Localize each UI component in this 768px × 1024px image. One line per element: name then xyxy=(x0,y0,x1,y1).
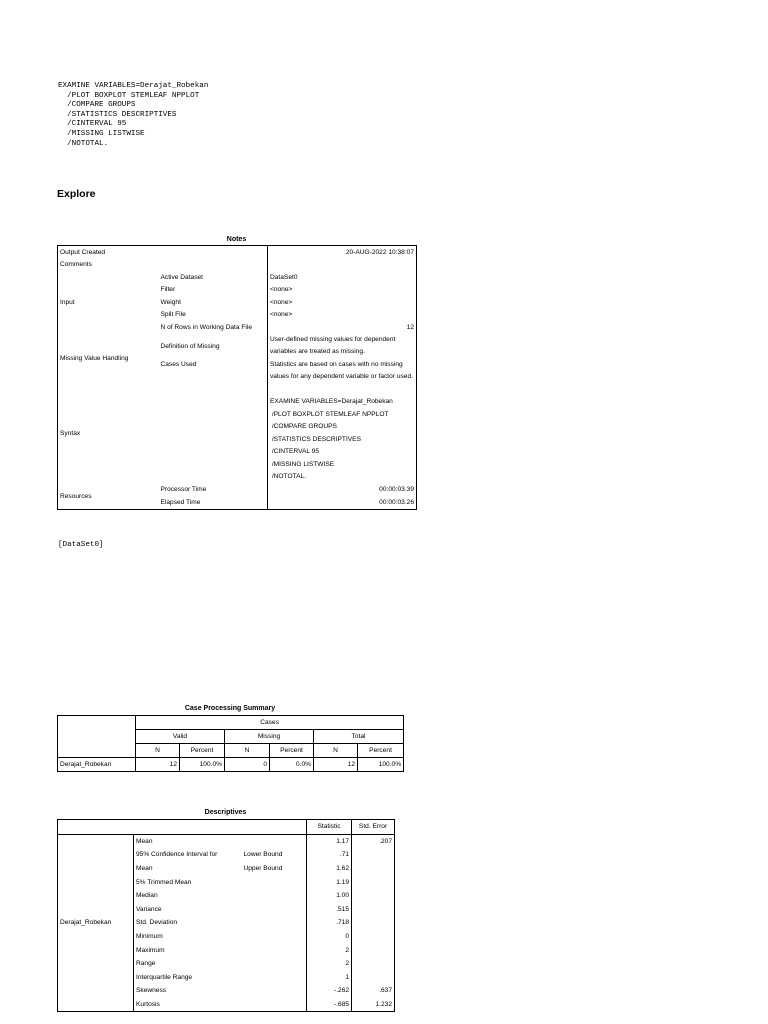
definition-missing-label: Definition of Missing xyxy=(159,334,268,359)
std-error-value: 1.232 xyxy=(352,998,395,1012)
std-error-header: Std. Error xyxy=(352,820,395,835)
syntax-label: Syntax xyxy=(60,430,81,437)
descriptives-title: Descriptives xyxy=(204,809,247,816)
stat-label: Range xyxy=(136,960,156,968)
stat-value: 1.00 xyxy=(307,889,352,903)
syntax-value xyxy=(268,384,417,484)
total-header: Total xyxy=(314,730,404,744)
percent-header: Percent xyxy=(180,744,225,758)
syntax-line: /CINTERVAL 95 xyxy=(270,448,319,455)
active-dataset-label: Active Dataset xyxy=(159,271,268,284)
total-percent: 100.0% xyxy=(358,758,404,772)
valid-header: Valid xyxy=(136,730,225,744)
stat-label: Interquartile Range xyxy=(136,973,193,981)
filter-value: <none> xyxy=(270,286,293,294)
resources-label: Resources xyxy=(60,492,92,500)
n-header: N xyxy=(136,744,180,758)
syntax-line: /STATISTICS DESCRIPTIVES xyxy=(270,435,361,443)
processor-time-label: Processor Time xyxy=(159,484,268,497)
filter-label: Filter xyxy=(159,284,268,297)
stat-value: 1 xyxy=(307,971,352,985)
missing-percent: 0.0% xyxy=(270,758,314,772)
stat-value: -.685 xyxy=(307,998,352,1012)
stat-label: Skewness xyxy=(136,987,167,995)
split-file-label: Split File xyxy=(159,309,268,322)
lower-bound-label: Lower Bound xyxy=(243,851,283,859)
missing-header: Missing xyxy=(225,730,314,744)
stat-label: Std. Deviation xyxy=(136,919,178,927)
dataset-reference: [DataSet0] xyxy=(58,541,104,549)
stat-value: 1.19 xyxy=(307,875,352,889)
cases-used-label: Cases Used xyxy=(159,359,268,384)
valid-n: 12 xyxy=(136,758,180,772)
weight-label: Weight xyxy=(159,296,268,309)
std-error-value: .207 xyxy=(352,834,395,848)
syntax-line: /NOTOTAL. xyxy=(270,473,307,480)
ci-label-mean: Mean xyxy=(136,865,153,873)
comments-label: Comments xyxy=(60,261,92,269)
stat-label: Kurtosis xyxy=(136,1001,160,1009)
missing-n: 0 xyxy=(225,758,270,772)
stat-value: 1.17 xyxy=(307,834,352,848)
n-rows-value: 12 xyxy=(406,323,414,331)
upper-bound-label: Upper Bound xyxy=(243,865,283,873)
notes-title: Notes xyxy=(226,236,247,243)
weight-value: <none> xyxy=(270,298,293,306)
n-header: N xyxy=(314,744,358,758)
elapsed-time-label: Elapsed Time xyxy=(159,496,268,509)
stat-value: 0 xyxy=(307,930,352,944)
active-dataset-value: DataSet0 xyxy=(270,273,298,281)
cases-used-value: Statistics are based on cases with no missing values for any dependent variable or factor used. xyxy=(270,360,413,380)
cases-header: Cases xyxy=(136,716,404,730)
n-header: N xyxy=(225,744,270,758)
elapsed-time-value: 00:00:03.26 xyxy=(379,498,414,506)
stat-value: -.262 xyxy=(307,984,352,998)
syntax-log: EXAMINE VARIABLES=Derajat_Robekan /PLOT BOXPLOT STEMLEAF NPPLOT /COMPARE GROUPS /STATISTICS DESCRIPTIVES /CINTERVAL 95 /MISSING LISTWISE /NOTOTAL. xyxy=(58,82,209,148)
missing-handling-label: Missing Value Handling xyxy=(60,355,129,362)
stat-label: Maximum xyxy=(136,946,165,954)
row-label: Derajat_Robekan xyxy=(58,758,136,772)
output-created-value: 20-AUG-2022 10:38:07 xyxy=(345,248,414,256)
syntax-line: /MISSING LISTWISE xyxy=(270,460,335,468)
stat-value: 1.62 xyxy=(307,862,352,876)
stat-value: .515 xyxy=(307,903,352,917)
std-error-value: .637 xyxy=(352,984,395,998)
split-file-value: <none> xyxy=(270,311,293,319)
total-n: 12 xyxy=(314,758,358,772)
processor-time-value: 00:00:03.39 xyxy=(379,486,414,494)
stat-label: 5% Trimmed Mean xyxy=(136,878,192,886)
stat-value: 2 xyxy=(307,943,352,957)
definition-missing-value: User-defined missing values for dependent variables are treated as missing. xyxy=(270,335,396,355)
stat-value: 2 xyxy=(307,957,352,971)
case-processing-table xyxy=(57,715,404,772)
stat-label: Median xyxy=(136,892,158,900)
output-created-label: Output Created xyxy=(60,248,106,256)
statistic-header: Statistic xyxy=(307,820,352,835)
n-rows-label: N of Rows in Working Data File xyxy=(159,321,268,334)
stat-label: Minimum xyxy=(136,933,163,941)
stat-label: Mean xyxy=(136,837,153,845)
ci-label: 95% Confidence Interval for xyxy=(136,851,218,859)
syntax-line: /PLOT BOXPLOT STEMLEAF NPPLOT xyxy=(270,410,389,418)
valid-percent: 100.0% xyxy=(180,758,225,772)
percent-header: Percent xyxy=(358,744,404,758)
explore-heading: Explore xyxy=(57,188,96,200)
stat-value: .71 xyxy=(307,848,352,862)
descriptives-table xyxy=(57,819,395,1012)
input-label: Input xyxy=(60,298,75,306)
case-processing-title: Case Processing Summary xyxy=(184,705,276,712)
notes-table xyxy=(57,245,417,510)
stat-value: .718 xyxy=(307,916,352,930)
stat-label: Variance xyxy=(136,905,162,913)
syntax-line: EXAMINE VARIABLES=Derajat_Robekan xyxy=(270,398,393,405)
variable-label: Derajat_Robekan xyxy=(58,834,134,1012)
percent-header: Percent xyxy=(270,744,314,758)
syntax-line: /COMPARE GROUPS xyxy=(270,423,337,430)
